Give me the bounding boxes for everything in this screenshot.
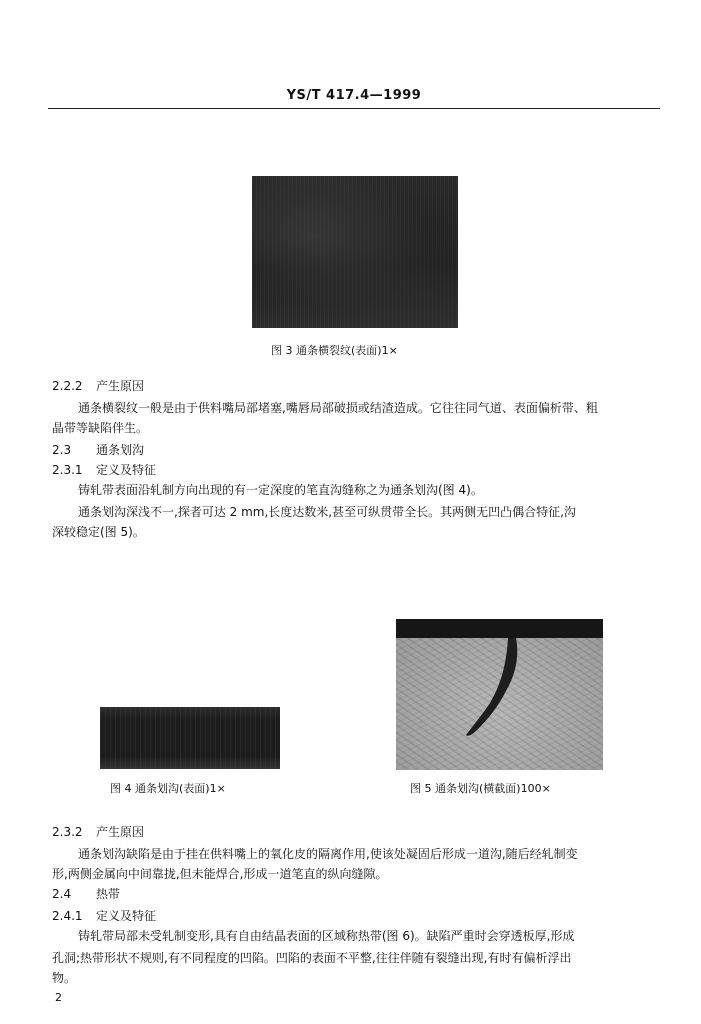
figure-5-caption: 图 5 通条划沟(横截面)100×	[410, 782, 551, 795]
section-title: 定义及特征	[96, 463, 157, 477]
section-number: 2.2.2	[52, 379, 83, 393]
figure-5-crack-svg	[396, 619, 603, 770]
section-2-2-2-heading	[52, 376, 662, 396]
figure-4-caption: 图 4 通条划沟(表面)1×	[110, 782, 226, 795]
section-2-4-1-heading	[52, 906, 662, 926]
section-number: 2.3.1	[52, 463, 83, 477]
paragraph-line: 形,两侧金属向中间靠拢,但未能焊合,形成一道笔直的纵向缝隙。	[52, 867, 388, 881]
paragraph-line: 通条划沟缺陷是由于挂在供料嘴上的氧化皮的隔离作用,使该处凝固后形成一道沟,随后经轧制变	[78, 847, 578, 861]
paragraph-line: 铸轧带局部未受轧制变形,具有自由结晶表面的区域称热带(图 6)。缺陷严重时会穿透板厚,形成	[78, 929, 575, 943]
section-title: 定义及特征	[96, 909, 157, 923]
page-number: 2	[55, 991, 62, 1004]
figure-3-caption: 图 3 通条横裂纹(表面)1×	[271, 344, 398, 357]
figure-4-photo	[100, 707, 280, 769]
header-rule	[48, 108, 660, 109]
section-2-4-heading	[52, 884, 662, 904]
paragraph-line: 物。	[52, 971, 77, 985]
paragraph-line: 通条划沟深浅不一,探者可达 2 mm,长度达数米,甚至可纵贯带全长。其两侧无凹凸偶合特征,沟	[78, 505, 576, 519]
section-title: 通条划沟	[96, 443, 145, 457]
section-title: 产生原因	[96, 825, 145, 839]
crack-shape	[466, 638, 517, 736]
figure-5-photo	[396, 619, 603, 770]
paragraph-line: 通条横裂纹一般是由于供料嘴局部堵塞,嘴唇局部破损或结渣造成。它往往同气道、表面偏析带、粗	[78, 401, 598, 415]
section-title: 产生原因	[96, 379, 145, 393]
paragraph-line: 深较稳定(图 5)。	[52, 525, 145, 539]
paragraph-line: 晶带等缺陷伴生。	[52, 421, 149, 435]
section-2-3-2-heading	[52, 822, 662, 842]
paragraph-line: 铸轧带表面沿轧制方向出现的有一定深度的笔直沟缝称之为通条划沟(图 4)。	[78, 483, 483, 497]
figure-3-photo	[252, 176, 458, 328]
section-2-3-1-heading	[52, 460, 662, 480]
standard-code-header: YS/T 417.4—1999	[286, 88, 422, 103]
section-title: 热带	[96, 887, 121, 901]
section-number: 2.3	[52, 443, 72, 457]
section-number: 2.4	[52, 887, 72, 901]
paragraph-line: 孔洞;热带形状不规则,有不同程度的凹陷。凹陷的表面不平整,往往伴随有裂缝出现,有时有偏析浮出	[52, 951, 572, 965]
section-number: 2.4.1	[52, 909, 83, 923]
section-2-3-heading	[52, 440, 662, 460]
section-number: 2.3.2	[52, 825, 83, 839]
